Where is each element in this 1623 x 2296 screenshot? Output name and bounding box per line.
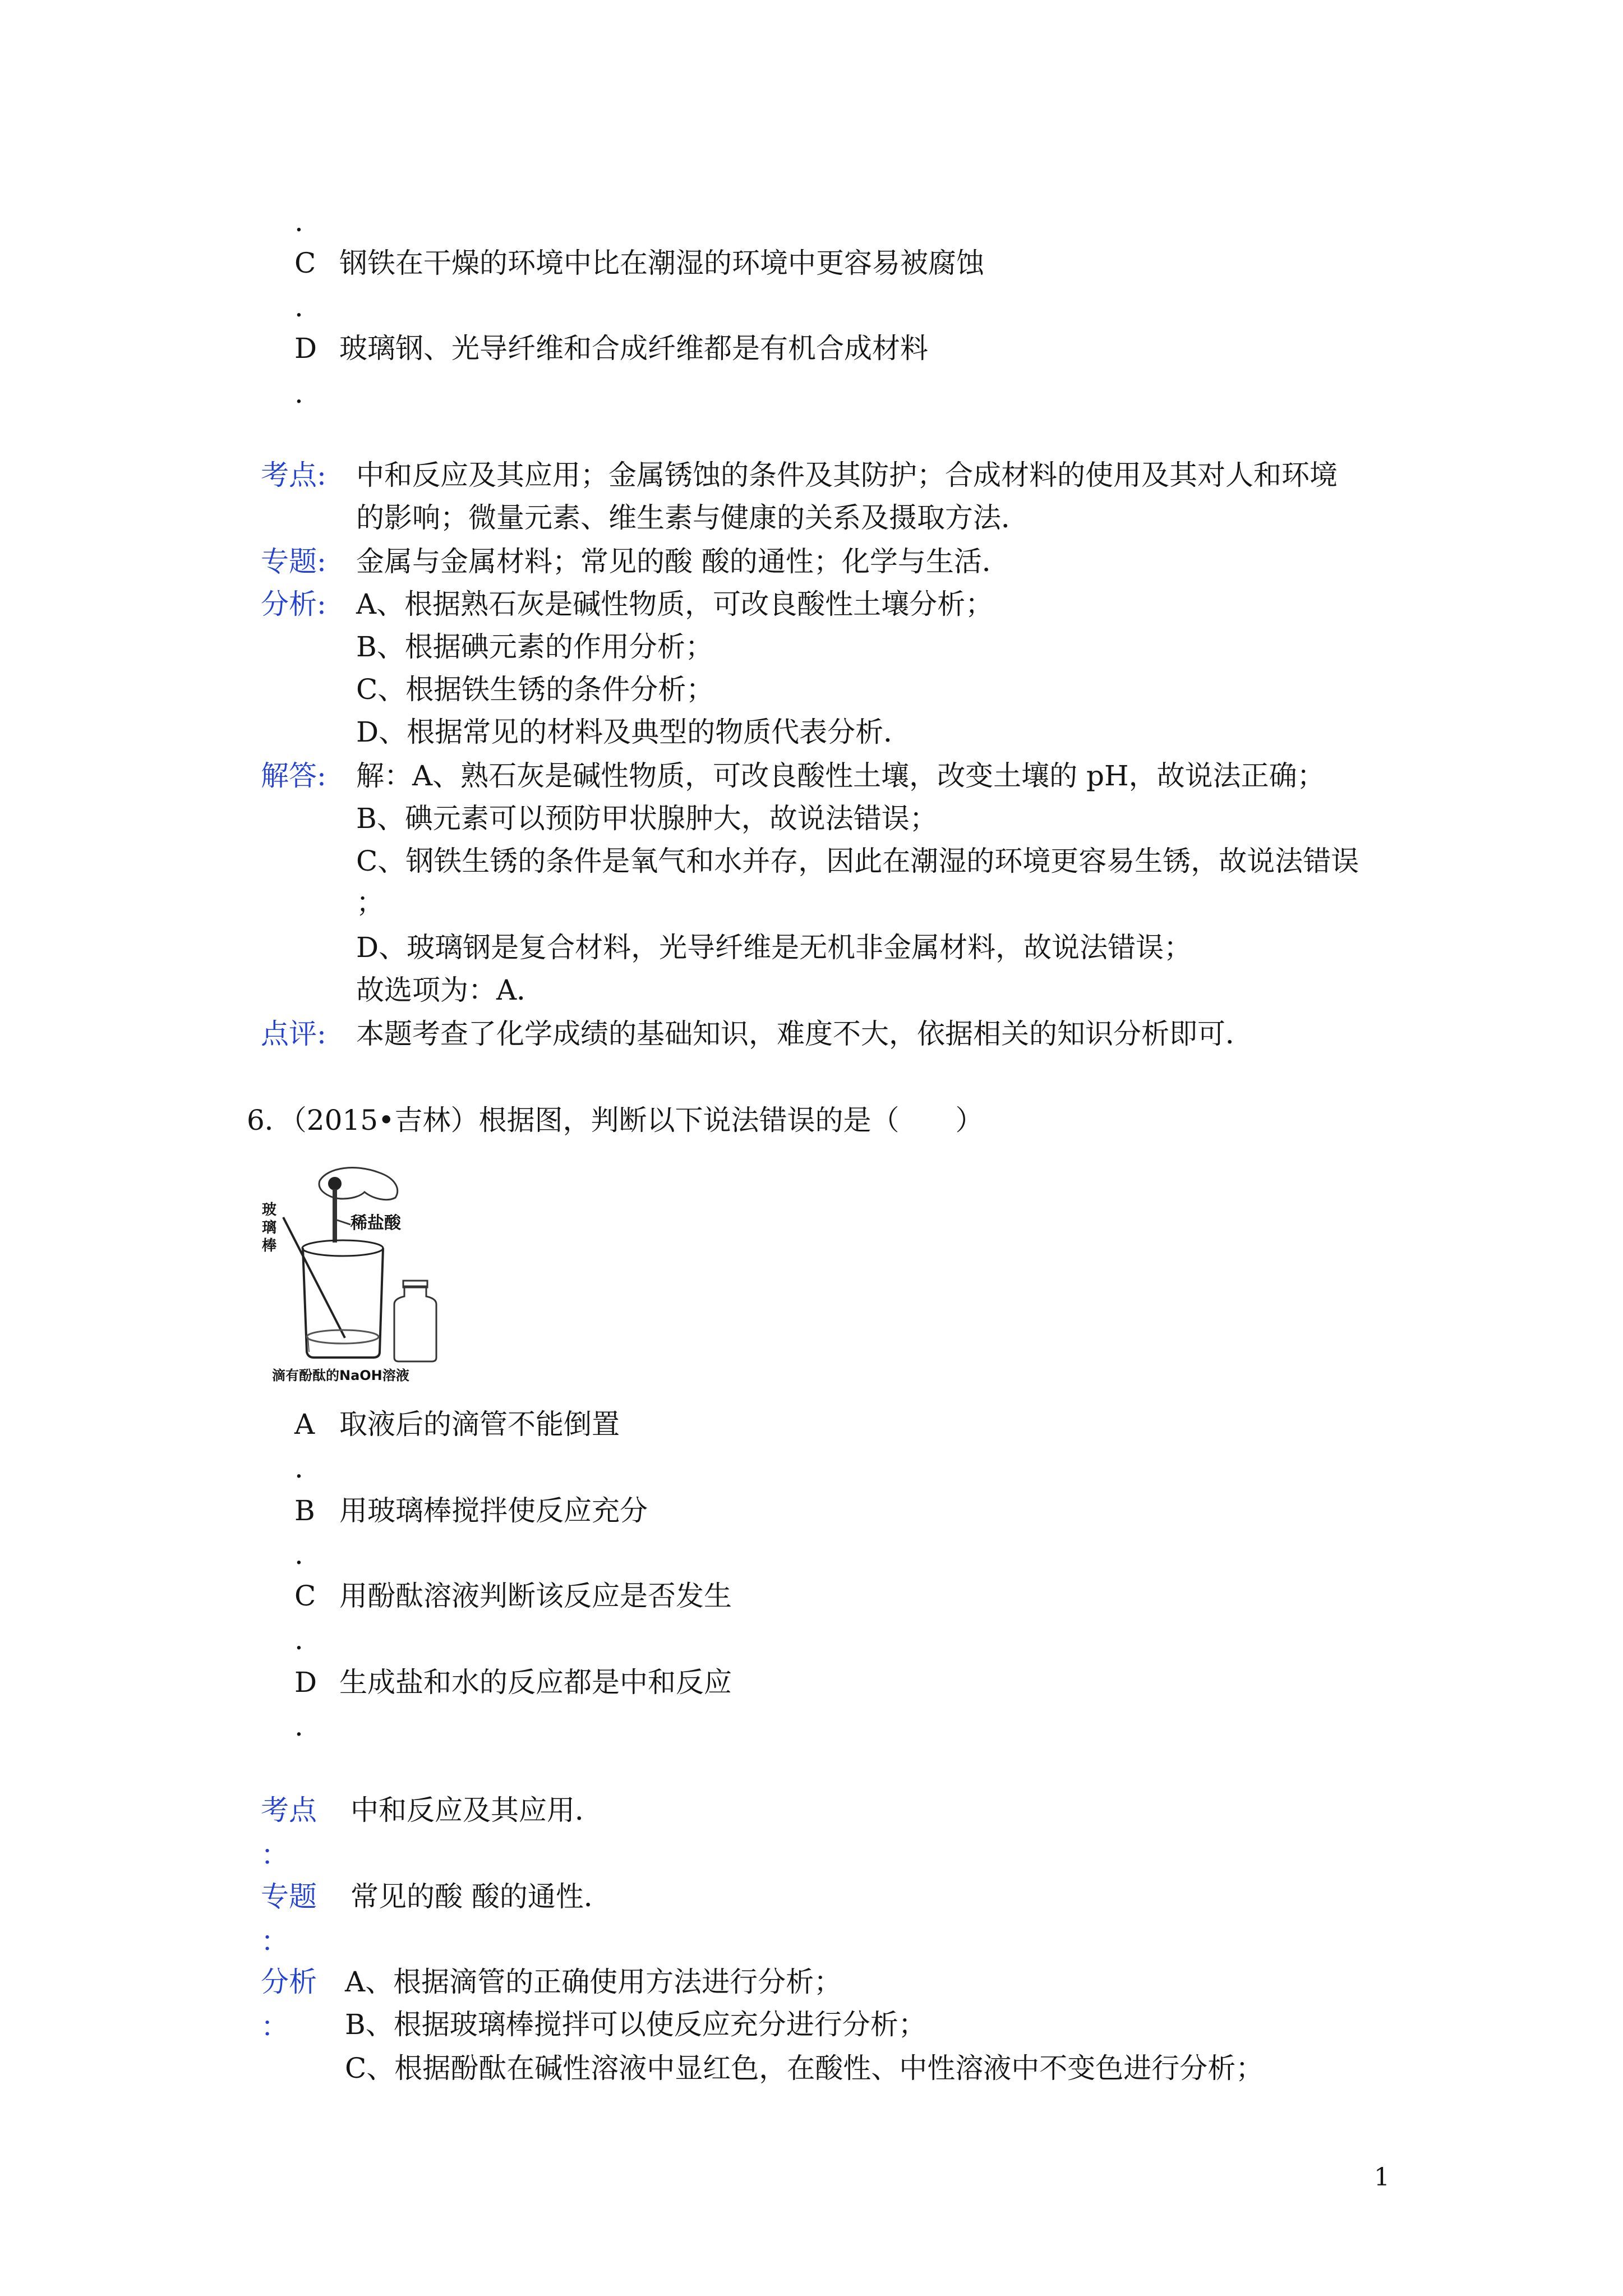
q6-option-b-text: 用玻璃棒搅拌使反应充分 [339, 1494, 648, 1527]
q6-option-letter: D [294, 1666, 317, 1699]
zhuanti-label [261, 547, 326, 576]
question-6-stem: 6．（2015•吉林）根据图，判断以下说法错误的是（ ） [247, 1104, 984, 1137]
fenxi-label [261, 590, 326, 618]
option-c-dot: . [294, 291, 303, 323]
jieda-line: ； [356, 886, 384, 919]
zhuanti-text: 金属与金属材料；常见的酸 酸的通性；化学与生活． [356, 545, 1010, 578]
kaodian-line-2: 的影响；微量元素、维生素与健康的关系及摄取方法． [356, 501, 1029, 534]
q6-option-dot: . [294, 1538, 303, 1571]
kaodian-label [261, 461, 326, 489]
option-d-text: 玻璃钢、光导纤维和合成纤维都是有机合成材料 [339, 332, 928, 365]
dianping-label [261, 1020, 326, 1048]
q6-option-dot: . [294, 1623, 303, 1656]
option-d-dot: . [294, 377, 303, 409]
q6-fenxi-line: A、根据滴管的正确使用方法进行分析； [345, 1966, 842, 1998]
fenxi-colon: : [317, 588, 326, 620]
jieda-line: C、钢铁生锈的条件是氧气和水并存，因此在潮湿的环境更容易生锈，故说法错误 [356, 845, 1359, 877]
q6-fenxi-line: C、根据酚酞在碱性溶液中显红色，在酸性、中性溶液中不变色进行分析； [345, 2052, 1264, 2085]
q6-zhuanti-colon: ： [261, 1925, 289, 1958]
page-number: 1 [1374, 2163, 1390, 2192]
jieda-line: 故选项为：A． [356, 974, 545, 1006]
q6-kaodian-text: 中和反应及其应用． [351, 1794, 603, 1826]
option-c-letter: C [294, 247, 316, 279]
fenxi-line: C、根据铁生锈的条件分析； [356, 673, 714, 706]
neutralization-figure [261, 1158, 485, 1383]
rod-label-char: 玻 [262, 1202, 277, 1218]
q6-fenxi-line: B、根据玻璃棒搅拌可以使反应充分进行分析； [345, 2008, 926, 2041]
q6-kaodian-label: 考点 [261, 1794, 317, 1826]
q6-option-letter: A [294, 1408, 315, 1441]
q6-kaodian-colon: ： [261, 1839, 289, 1871]
q6-option-c-text: 用酚酞溶液判断该反应是否发生 [339, 1580, 732, 1612]
q6-option-a-text: 取液后的滴管不能倒置 [339, 1408, 620, 1441]
kaodian-label-text: 考点 [261, 459, 317, 491]
q6-fenxi-label: 分析 [261, 1966, 317, 1998]
fenxi-line: A、根据熟石灰是碱性物质，可改良酸性土壤分析； [356, 588, 994, 620]
option-d-letter: D [294, 332, 317, 365]
jieda-line: D、玻璃钢是复合材料，光导纤维是无机非金属材料，故说法错误； [356, 931, 1192, 964]
dianping-text: 本题考查了化学成绩的基础知识，难度不大，依据相关的知识分析即可． [356, 1018, 1253, 1050]
fenxi-label-text: 分析 [261, 588, 317, 620]
q6-zhuanti-text: 常见的酸 酸的通性． [351, 1880, 612, 1913]
dianping-label-text: 点评 [261, 1018, 317, 1050]
q6-zhuanti-label: 专题 [261, 1880, 317, 1913]
jieda-colon: : [317, 760, 326, 792]
jieda-label [261, 762, 326, 790]
jieda-line: 解：A、熟石灰是碱性物质，可改良酸性土壤，改变土壤的 pH，故说法正确； [356, 760, 1325, 792]
q6-option-letter: B [294, 1494, 315, 1527]
kaodian-colon: : [317, 459, 326, 491]
q6-option-dot: . [294, 1452, 303, 1484]
dianping-colon: : [317, 1018, 326, 1050]
fenxi-line: B、根据碘元素的作用分析； [356, 631, 713, 663]
q6-option-d-text: 生成盐和水的反应都是中和反应 [339, 1666, 732, 1699]
q6-option-dot: . [294, 1710, 303, 1742]
solution-label: 滴有酚酞的NaOH溶液 [272, 1368, 409, 1383]
q6-option-letter: C [294, 1580, 316, 1612]
rod-label-char: 棒 [262, 1237, 277, 1254]
option-b-trailing-dot: . [294, 205, 303, 238]
q6-fenxi-colon: ： [261, 2010, 289, 2043]
option-c-text: 钢铁在干燥的环境中比在潮湿的环境中更容易被腐蚀 [339, 247, 984, 279]
rod-label-char: 璃 [262, 1220, 277, 1236]
rod-label [261, 1202, 282, 1254]
zhuanti-label-text: 专题 [261, 545, 317, 578]
acid-label: 稀盐酸 [351, 1213, 401, 1233]
fenxi-line: D、根据常见的材料及典型的物质代表分析． [356, 716, 912, 748]
kaodian-line-1: 中和反应及其应用；金属锈蚀的条件及其防护；合成材料的使用及其对人和环境 [356, 459, 1338, 491]
zhuanti-colon: : [317, 545, 326, 578]
jieda-label-text: 解答 [261, 760, 317, 792]
jieda-line: B、碘元素可以预防甲状腺肿大，故说法错误； [356, 802, 938, 835]
